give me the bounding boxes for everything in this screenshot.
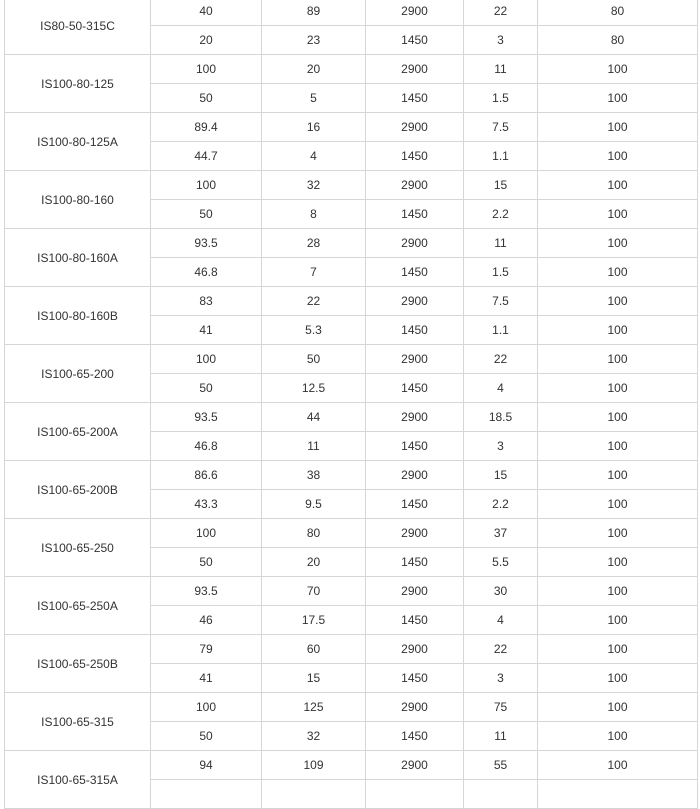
flow-cell: 50 [151,84,262,113]
inlet-cell: 100 [538,84,698,113]
flow-cell: 44.7 [151,142,262,171]
power-cell: 22 [464,0,538,26]
head-cell: 125 [262,693,366,722]
flow-cell: 93.5 [151,229,262,258]
inlet-cell: 100 [538,519,698,548]
speed-cell: 2900 [366,751,464,780]
model-cell: IS100-65-250B [5,635,151,693]
speed-cell: 2900 [366,461,464,490]
inlet-cell: 80 [538,26,698,55]
inlet-cell: 100 [538,606,698,635]
speed-cell: 1450 [366,200,464,229]
power-cell: 15 [464,461,538,490]
speed-cell: 2900 [366,403,464,432]
flow-cell: 93.5 [151,577,262,606]
pump-spec-table [4,0,698,809]
flow-cell: 83 [151,287,262,316]
head-cell: 11 [262,432,366,461]
inlet-cell: 100 [538,345,698,374]
power-cell: 11 [464,55,538,84]
speed-cell: 2900 [366,171,464,200]
head-cell: 32 [262,722,366,751]
speed-cell: 2900 [366,693,464,722]
head-cell: 7 [262,258,366,287]
model-cell: IS80-50-315C [5,0,151,55]
speed-cell: 1450 [366,432,464,461]
table-row [5,229,698,258]
flow-cell: 46.8 [151,258,262,287]
head-cell: 89 [262,0,366,26]
inlet-cell: 100 [538,635,698,664]
inlet-cell: 100 [538,461,698,490]
head-cell: 5.3 [262,316,366,345]
power-cell: 18.5 [464,403,538,432]
model-cell: IS100-65-200 [5,345,151,403]
power-cell: 1.1 [464,316,538,345]
table-row [5,287,698,316]
head-cell: 38 [262,461,366,490]
model-cell: IS100-65-315A [5,751,151,809]
head-cell: 5 [262,84,366,113]
head-cell: 23 [262,26,366,55]
inlet-cell: 100 [538,316,698,345]
head-cell [262,780,366,809]
model-cell: IS100-65-250A [5,577,151,635]
power-cell: 22 [464,345,538,374]
power-cell: 1.1 [464,142,538,171]
flow-cell: 46 [151,606,262,635]
head-cell: 17.5 [262,606,366,635]
model-cell: IS100-65-200B [5,461,151,519]
flow-cell: 50 [151,374,262,403]
model-cell: IS100-80-160 [5,171,151,229]
head-cell: 28 [262,229,366,258]
inlet-cell: 100 [538,113,698,142]
speed-cell: 2900 [366,519,464,548]
model-cell: IS100-65-315 [5,693,151,751]
model-cell: IS100-80-125 [5,55,151,113]
speed-cell: 2900 [366,229,464,258]
inlet-cell: 100 [538,664,698,693]
inlet-cell: 100 [538,258,698,287]
speed-cell: 2900 [366,577,464,606]
power-cell: 2.2 [464,490,538,519]
inlet-cell: 100 [538,229,698,258]
head-cell: 70 [262,577,366,606]
power-cell: 3 [464,432,538,461]
speed-cell: 1450 [366,548,464,577]
flow-cell: 50 [151,200,262,229]
flow-cell: 46.8 [151,432,262,461]
inlet-cell: 80 [538,0,698,26]
flow-cell: 100 [151,519,262,548]
flow-cell: 93.5 [151,403,262,432]
speed-cell: 2900 [366,635,464,664]
inlet-cell: 100 [538,548,698,577]
head-cell: 109 [262,751,366,780]
head-cell: 50 [262,345,366,374]
head-cell: 60 [262,635,366,664]
power-cell: 1.5 [464,258,538,287]
inlet-cell: 100 [538,142,698,171]
flow-cell: 100 [151,171,262,200]
head-cell: 80 [262,519,366,548]
model-cell: IS100-80-160A [5,229,151,287]
speed-cell: 1450 [366,26,464,55]
power-cell: 22 [464,635,538,664]
speed-cell: 1450 [366,316,464,345]
inlet-cell: 100 [538,403,698,432]
inlet-cell [538,780,698,809]
power-cell: 11 [464,229,538,258]
speed-cell: 2900 [366,55,464,84]
table-row [5,461,698,490]
power-cell: 3 [464,26,538,55]
power-cell: 75 [464,693,538,722]
speed-cell: 2900 [366,113,464,142]
speed-cell: 2900 [366,287,464,316]
head-cell: 32 [262,171,366,200]
table-row [5,519,698,548]
flow-cell: 94 [151,751,262,780]
model-cell: IS100-80-125A [5,113,151,171]
head-cell: 22 [262,287,366,316]
table-row [5,635,698,664]
flow-cell: 43.3 [151,490,262,519]
table-row [5,403,698,432]
power-cell: 7.5 [464,113,538,142]
power-cell: 30 [464,577,538,606]
power-cell: 3 [464,664,538,693]
power-cell: 5.5 [464,548,538,577]
inlet-cell: 100 [538,171,698,200]
flow-cell: 50 [151,548,262,577]
power-cell [464,780,538,809]
power-cell: 4 [464,374,538,403]
flow-cell: 41 [151,316,262,345]
head-cell: 20 [262,55,366,84]
flow-cell [151,780,262,809]
inlet-cell: 100 [538,287,698,316]
power-cell: 15 [464,171,538,200]
inlet-cell: 100 [538,432,698,461]
head-cell: 15 [262,664,366,693]
inlet-cell: 100 [538,374,698,403]
inlet-cell: 100 [538,751,698,780]
speed-cell: 2900 [366,0,464,26]
power-cell: 7.5 [464,287,538,316]
inlet-cell: 100 [538,722,698,751]
speed-cell: 1450 [366,606,464,635]
flow-cell: 40 [151,0,262,26]
head-cell: 12.5 [262,374,366,403]
inlet-cell: 100 [538,693,698,722]
table-row [5,113,698,142]
flow-cell: 89.4 [151,113,262,142]
speed-cell [366,780,464,809]
head-cell: 9.5 [262,490,366,519]
table-row [5,693,698,722]
head-cell: 4 [262,142,366,171]
table-row [5,345,698,374]
speed-cell: 1450 [366,490,464,519]
pump-spec-table-body [5,0,698,809]
inlet-cell: 100 [538,490,698,519]
inlet-cell: 100 [538,577,698,606]
flow-cell: 20 [151,26,262,55]
speed-cell: 2900 [366,345,464,374]
table-row [5,577,698,606]
speed-cell: 1450 [366,664,464,693]
flow-cell: 41 [151,664,262,693]
head-cell: 16 [262,113,366,142]
head-cell: 44 [262,403,366,432]
table-row [5,171,698,200]
power-cell: 55 [464,751,538,780]
head-cell: 20 [262,548,366,577]
model-cell: IS100-80-160B [5,287,151,345]
power-cell: 37 [464,519,538,548]
model-cell: IS100-65-200A [5,403,151,461]
speed-cell: 1450 [366,374,464,403]
flow-cell: 79 [151,635,262,664]
flow-cell: 100 [151,345,262,374]
inlet-cell: 100 [538,55,698,84]
flow-cell: 100 [151,55,262,84]
power-cell: 1.5 [464,84,538,113]
inlet-cell: 100 [538,200,698,229]
speed-cell: 1450 [366,722,464,751]
power-cell: 2.2 [464,200,538,229]
speed-cell: 1450 [366,84,464,113]
table-row [5,0,698,26]
power-cell: 11 [464,722,538,751]
table-row [5,55,698,84]
speed-cell: 1450 [366,258,464,287]
speed-cell: 1450 [366,142,464,171]
table-row [5,751,698,780]
flow-cell: 100 [151,693,262,722]
head-cell: 8 [262,200,366,229]
model-cell: IS100-65-250 [5,519,151,577]
flow-cell: 50 [151,722,262,751]
flow-cell: 86.6 [151,461,262,490]
power-cell: 4 [464,606,538,635]
